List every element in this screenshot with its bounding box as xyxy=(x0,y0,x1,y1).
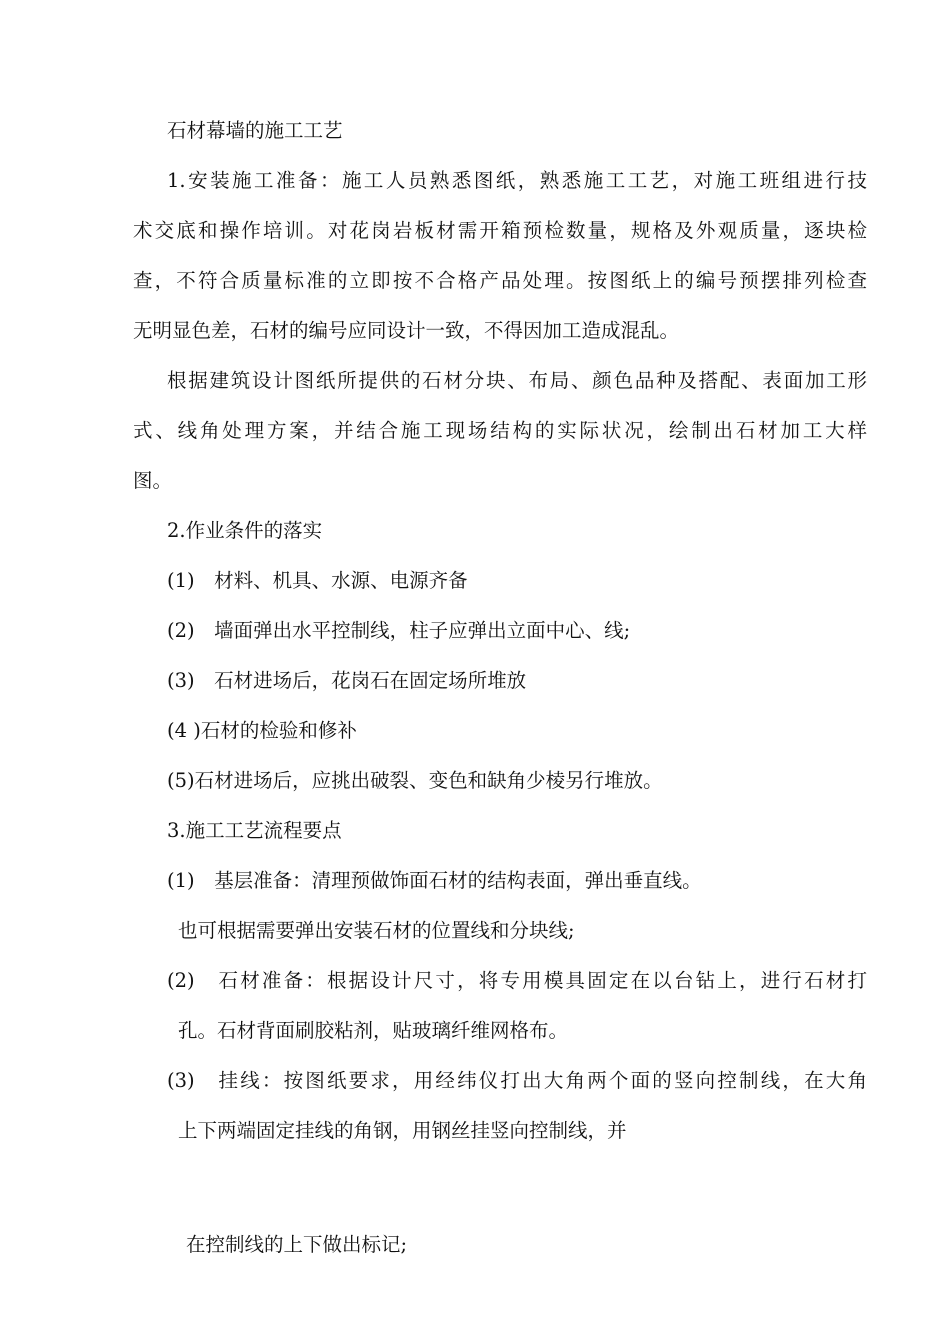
paragraph-line: 孔。石材背面刷胶粘剂，贴玻璃纤维网格布。 xyxy=(178,1019,569,1042)
list-item: (2) 墙面弹出水平控制线，柱子应弹出立面中心、线; xyxy=(167,619,631,642)
list-item: (1) 材料、机具、水源、电源齐备 xyxy=(167,569,468,592)
paragraph-line: 1.安装施工准备：施工人员熟悉图纸，熟悉施工工艺，对施工班组进行技 xyxy=(167,169,867,192)
paragraph-line: 也可根据需要弹出安装石材的位置线和分块线; xyxy=(178,919,575,942)
paragraph-line: 在控制线的上下做出标记; xyxy=(186,1233,408,1256)
list-item: (2) 石材准备：根据设计尺寸，将专用模具固定在以台钻上，进行石材打 xyxy=(167,969,867,992)
paragraph-line: 查，不符合质量标准的立即按不合格产品处理。按图纸上的编号预摆排列检查 xyxy=(133,269,867,292)
paragraph-line: 术交底和操作培训。对花岗岩板材需开箱预检数量，规格及外观质量，逐块检 xyxy=(133,219,867,242)
list-item: (1) 基层准备：清理预做饰面石材的结构表面，弹出垂直线。 xyxy=(167,869,702,892)
list-item: (5)石材进场后，应挑出破裂、变色和缺角少棱另行堆放。 xyxy=(167,769,663,792)
document-title: 石材幕墙的施工工艺 xyxy=(167,119,343,142)
paragraph-line: 无明显色差，石材的编号应同设计一致，不得因加工造成混乱。 xyxy=(133,319,680,342)
section-heading: 2.作业条件的落实 xyxy=(167,519,323,542)
paragraph-line: 式、线角处理方案，并结合施工现场结构的实际状况，绘制出石材加工大样 xyxy=(133,419,867,442)
paragraph-line: 图。 xyxy=(133,469,173,492)
list-item: (3) 挂线：按图纸要求，用经纬仪打出大角两个面的竖向控制线，在大角 xyxy=(167,1069,867,1092)
list-item: (3) 石材进场后，花岗石在固定场所堆放 xyxy=(167,669,527,692)
list-item: (4 )石材的检验和修补 xyxy=(167,719,357,742)
paragraph-line: 根据建筑设计图纸所提供的石材分块、布局、颜色品种及搭配、表面加工形 xyxy=(167,369,867,392)
section-heading: 3.施工工艺流程要点 xyxy=(167,819,342,842)
paragraph-line: 上下两端固定挂线的角钢，用钢丝挂竖向控制线，并 xyxy=(178,1119,627,1142)
